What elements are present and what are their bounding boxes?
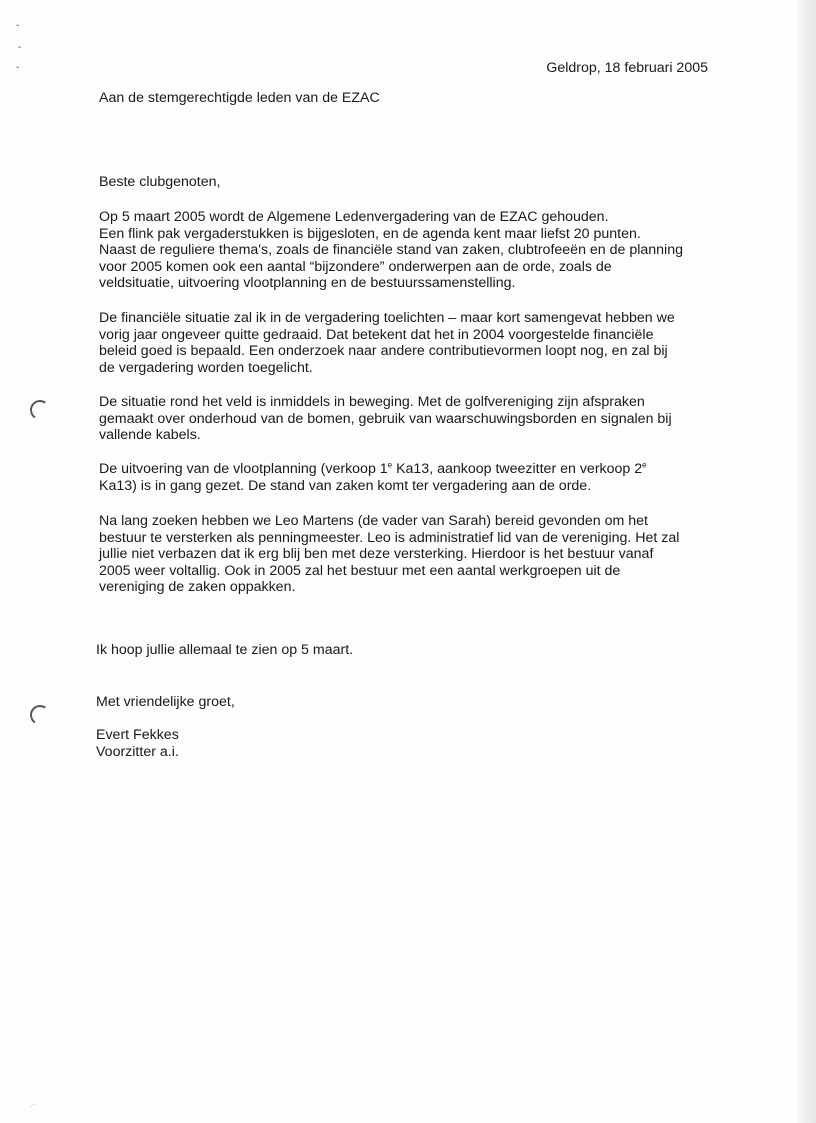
text-line: de vergadering worden toegelicht. [99,359,313,376]
text-line: Op 5 maart 2005 wordt de Algemene Ledenvergadering van de EZAC gehouden. [99,209,609,225]
text-line: vorig jaar ongeveer quitte gedraaid. Dat betekent dat het in 2004 voorgestelde financiële [99,326,654,343]
closing-line: Met vriendelijke groet, [96,694,235,710]
text-line: voor 2005 komen ook een aantal “bijzondere” onderwerpen aan de orde, zoals de [99,258,612,275]
text-line: jullie niet verbazen dat ik erg blij ben met deze versterking. Hierdoor is het bestuur vanaf [99,546,654,563]
text-segment: Ka13, aankoop tweezitter en verkoop 2 [392,461,643,477]
scan-mark: ˇ [16,66,20,77]
paragraph-field [99,394,719,444]
text-line: Na lang zoeken hebben we Leo Martens (de vader van Sarah) bereid gevonden om het [99,513,648,529]
recipient-address: Aan de stemgerechtigde leden van de EZAC [99,90,380,106]
ordinal-superscript: e [642,460,647,470]
text-line: beleid goed is bepaald. Een onderzoek naar andere contributievormen loopt nog, en zal bij [99,343,668,360]
text-line: bestuur te versterken als penningmeester. Leo is administratief lid van de vereniging. Het zal [99,529,680,546]
text-line [99,461,719,478]
text-line: De financiële situatie zal ik in de vergadering toelichten – maar kort samengevat hebben we [99,310,675,326]
punch-hole-icon [28,703,51,726]
paragraph-board [99,513,719,596]
text-line: gemaakt over onderhoud van de bomen, gebruik van waarschuwingsborden en signalen bij [99,410,672,427]
text-line: 2005 weer voltallig. Ook in 2005 zal het bestuur met een aantal werkgroepen uit de [99,562,621,579]
paragraph-fleet [99,461,719,494]
date-line: Geldrop, 18 februari 2005 [546,60,708,76]
text-line: vallende kabels. [99,427,201,444]
paragraph-meeting [99,209,719,292]
signer-role: Voorzitter a.i. [96,744,179,760]
paragraph-invitation: Ik hoop jullie allemaal te zien op 5 maart. [96,642,354,658]
text-line: De situatie rond het veld is inmiddels in beweging. Met de golfvereniging zijn afspraken [99,394,645,410]
page-edge-shadow [794,0,816,1123]
text-line: Ka13) is in gang gezet. De stand van zaken komt ter vergadering aan de orde. [99,477,592,494]
text-segment: De uitvoering van de vlootplanning (verkoop 1 [99,461,388,477]
scan-speck: .· [30,1100,35,1109]
punch-hole-icon [28,398,51,421]
text-line: Een flink pak vergaderstukken is bijgesloten, en de agenda kent maar liefst 20 punten. [99,225,641,242]
signer-name: Evert Fekkes [96,727,179,743]
scan-mark: ˇ [16,24,20,35]
text-line: Naast de reguliere thema's, zoals de financiële stand van zaken, clubtrofeeën en de planning [99,242,683,259]
ordinal-superscript: e [387,460,393,470]
salutation: Beste clubgenoten, [99,174,221,190]
paragraph-finance [99,310,719,376]
scan-mark: ˆ [18,46,22,57]
text-line: veldsituatie, uitvoering vlootplanning en de bestuurssamenstelling. [99,275,516,292]
text-line: vereniging de zaken oppakken. [99,579,296,596]
